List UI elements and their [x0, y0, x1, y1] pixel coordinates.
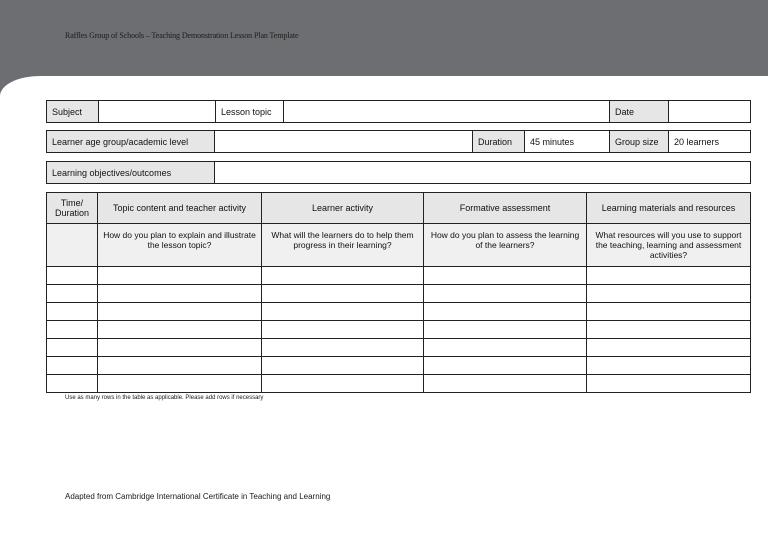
table-cell[interactable] — [424, 339, 587, 357]
plan-prompt-row — [47, 224, 751, 267]
table-cell[interactable] — [47, 285, 98, 303]
table-cell[interactable] — [47, 375, 98, 393]
prompt-time — [47, 224, 98, 267]
learner-row — [46, 130, 751, 153]
table-cell[interactable] — [587, 267, 751, 285]
table-cell[interactable] — [47, 339, 98, 357]
table-row — [47, 303, 751, 321]
table-cell[interactable] — [587, 339, 751, 357]
table-cell[interactable] — [98, 303, 262, 321]
subject-field[interactable] — [99, 101, 216, 123]
lesson-plan-table — [46, 192, 751, 393]
objectives-field[interactable] — [215, 162, 751, 184]
header-time-duration: Time/ Duration — [47, 193, 98, 224]
footer-attribution: Adapted from Cambridge International Certificate in Teaching and Learning — [65, 492, 331, 501]
table-cell[interactable] — [262, 267, 424, 285]
objectives-row — [46, 161, 751, 184]
table-cell[interactable] — [98, 357, 262, 375]
lesson-topic-label: Lesson topic — [216, 101, 284, 123]
table-cell[interactable] — [424, 321, 587, 339]
table-cell[interactable] — [98, 285, 262, 303]
table-cell[interactable] — [98, 339, 262, 357]
objectives-label: Learning objectives/outcomes — [47, 162, 215, 184]
plan-header-row — [47, 193, 751, 224]
table-cell[interactable] — [47, 267, 98, 285]
table-cell[interactable] — [47, 357, 98, 375]
table-cell[interactable] — [424, 357, 587, 375]
table-row — [47, 375, 751, 393]
table-cell[interactable] — [98, 321, 262, 339]
lesson-topic-field[interactable] — [284, 101, 610, 123]
table-cell[interactable] — [262, 303, 424, 321]
table-cell[interactable] — [262, 375, 424, 393]
prompt-formative-assessment: How do you plan to assess the learning of the learners? — [424, 224, 587, 267]
table-cell[interactable] — [262, 339, 424, 357]
table-cell[interactable] — [587, 285, 751, 303]
header-learning-materials: Learning materials and resources — [587, 193, 751, 224]
table-row — [47, 339, 751, 357]
table-cell[interactable] — [47, 303, 98, 321]
header-curve — [0, 76, 40, 96]
table-cell[interactable] — [587, 375, 751, 393]
group-size-field[interactable]: 20 learners — [669, 131, 751, 153]
table-cell[interactable] — [587, 321, 751, 339]
table-cell[interactable] — [424, 303, 587, 321]
table-row — [47, 321, 751, 339]
table-cell[interactable] — [424, 267, 587, 285]
prompt-learning-materials: What resources will you use to support the teaching, learning and assessment activities? — [587, 224, 751, 267]
duration-label: Duration — [473, 131, 525, 153]
subject-row — [46, 100, 751, 123]
prompt-topic-content: How do you plan to explain and illustrate the lesson topic? — [98, 224, 262, 267]
table-cell[interactable] — [262, 285, 424, 303]
table-cell[interactable] — [262, 357, 424, 375]
table-row — [47, 267, 751, 285]
subject-label: Subject — [47, 101, 99, 123]
table-cell[interactable] — [47, 321, 98, 339]
group-size-label: Group size — [610, 131, 669, 153]
prompt-learner-activity: What will the learners do to help them progress in their learning? — [262, 224, 424, 267]
table-cell[interactable] — [98, 375, 262, 393]
table-cell[interactable] — [587, 303, 751, 321]
header-learner-activity: Learner activity — [262, 193, 424, 224]
date-label: Date — [610, 101, 669, 123]
header-formative-assessment: Formative assessment — [424, 193, 587, 224]
table-row — [47, 357, 751, 375]
header-topic-content: Topic content and teacher activity — [98, 193, 262, 224]
table-row — [47, 285, 751, 303]
table-cell[interactable] — [424, 285, 587, 303]
table-cell[interactable] — [98, 267, 262, 285]
learner-age-field[interactable] — [215, 131, 473, 153]
learner-age-label: Learner age group/academic level — [47, 131, 215, 153]
table-cell[interactable] — [262, 321, 424, 339]
duration-field[interactable]: 45 minutes — [525, 131, 610, 153]
document-title: Raffles Group of Schools – Teaching Demonstration Lesson Plan Template — [65, 31, 299, 40]
date-field[interactable] — [669, 101, 751, 123]
table-cell[interactable] — [424, 375, 587, 393]
table-cell[interactable] — [587, 357, 751, 375]
table-note: Use as many rows in the table as applicable. Please add rows if necessary — [65, 395, 264, 401]
